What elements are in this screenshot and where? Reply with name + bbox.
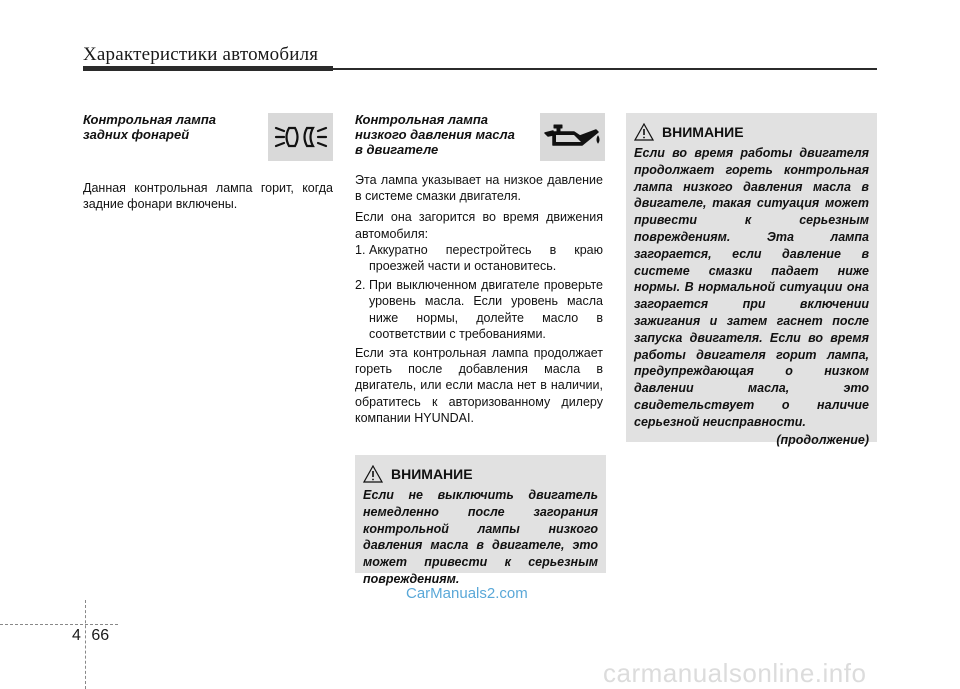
warning-triangle-icon <box>363 465 383 483</box>
continued-label: (продолжение) <box>776 432 869 447</box>
heading-line: в двигателе <box>355 142 439 157</box>
list-number: 2. <box>355 278 366 293</box>
heading-line: низкого давления масла <box>355 127 515 142</box>
page-header-title: Характеристики автомобиля <box>83 44 319 65</box>
header-rule-thin <box>333 68 877 70</box>
warning-text: Если во время работы двигателя продолжает гореть контрольная лампа низкого давления масла в двигателе, такая ситуация может привести к серьезным повреждениям. Эта лампа загорается, если давление в системе смазки падает ниже нормы. В нормальной ситуации она загорается при включении зажигания и затем гаснет после запуска двигателя. Если во время работы двигателя горит лампа, предупреждающая о низком давлении масла, это свидетельствует о наличие серьезной неисправности. <box>634 146 869 429</box>
page-number-value: 66 <box>91 627 110 644</box>
warning-title: ВНИМАНИЕ <box>391 466 473 482</box>
warning-triangle-icon <box>634 123 654 141</box>
footer-site-watermark: carmanualsonline.info <box>603 658 867 688</box>
heading-line: Контрольная лампа <box>355 112 488 127</box>
footer-crop-line-horizontal <box>0 624 118 625</box>
oil-pressure-heading <box>355 112 535 157</box>
warning-text: Если не выключить двигатель немедленно после загорания контрольной лампы низкого давления масла в двигателе, это может привести к серьезным повреждениям. <box>363 488 598 586</box>
list-text: При выключенном двигателе проверьте уровень масла. Если уровень масла ниже нормы, долейте масло в соответствии с требованиями. <box>369 278 603 341</box>
section-number: 4 <box>72 627 81 644</box>
heading-line: задних фонарей <box>83 127 190 142</box>
list-item <box>355 242 603 274</box>
oil-can-icon-box <box>540 113 605 161</box>
watermark-text: CarManuals2.com <box>406 585 528 602</box>
list-text: Аккуратно перестройтесь в краю проезжей части и остановитесь. <box>369 242 603 274</box>
oil-pressure-body <box>355 172 603 426</box>
warning-header <box>634 123 869 141</box>
oil-can-icon <box>544 123 602 151</box>
warning-header <box>363 465 598 483</box>
oil-lead: Если она загорится во время движения автомобиля: <box>355 210 603 241</box>
page-number <box>72 627 109 645</box>
tail-lamp-description: Данная контрольная лампа горит, когда задние фонари включены. <box>83 181 333 212</box>
header-rule-thick <box>83 66 333 71</box>
tail-lamp-icon <box>274 123 328 151</box>
warning-title: ВНИМАНИЕ <box>662 124 744 140</box>
heading-line: Контрольная лампа <box>83 112 216 127</box>
oil-intro: Эта лампа указывает на низкое давление в системе смазки двигателя. <box>355 173 603 204</box>
list-number: 1. <box>355 242 366 257</box>
warning-box-oil-lamp <box>626 113 877 447</box>
list-item <box>355 277 603 342</box>
oil-outro: Если эта контрольная лампа продолжает гореть после добавления масла в двигатель, или если масла нет в наличии, обратитесь к авторизованному дилеру компании HYUNDAI. <box>355 346 603 425</box>
warning-box-engine-stop <box>355 455 606 586</box>
tail-lamp-icon-box <box>268 113 333 161</box>
tail-lamp-heading <box>83 112 253 142</box>
